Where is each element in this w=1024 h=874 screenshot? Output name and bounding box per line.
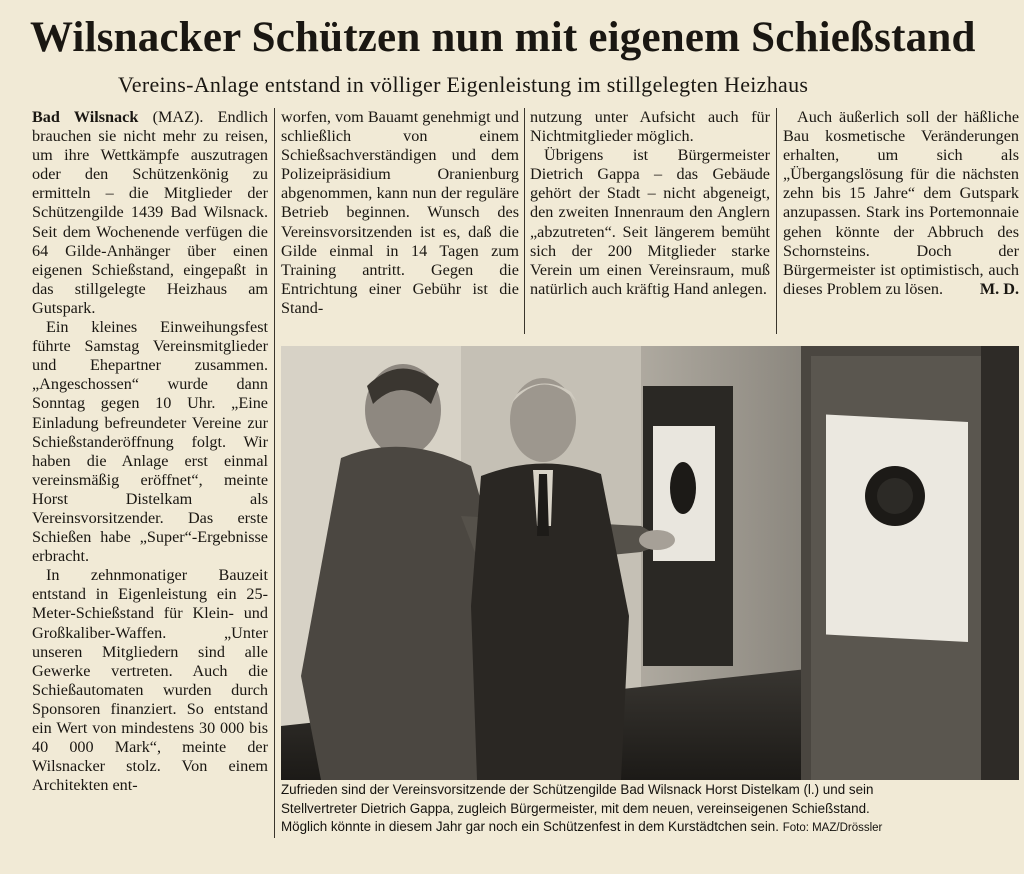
paragraph-1 [32, 108, 268, 318]
paragraph-3: In zehnmonatiger Bauzeit entstand in Eigenleistung ein 25-Meter-Schießstand für Klein- und Großkaliber-Waffen. „Unter unseren Mitgliedern sind alle Gewerke vertreten. Auch die Schießautomaten wurden durch Sponsoren finanziert. So entstand ein Wert von mindestens 30 000 bis 40 000 Mark“, meinte der Wilsnacker stolz. Von einem Architekten ent- [32, 566, 268, 795]
target-board-2 [801, 346, 1019, 780]
headline: Wilsnacker Schützen nun mit eigenem Schießstand [30, 14, 976, 61]
paragraph-7 [783, 108, 1019, 299]
subheadline: Vereins-Anlage entstand in völliger Eigenleistung im stillgelegten Heizhaus [118, 72, 809, 97]
dateline: Bad Wilsnack [32, 108, 139, 126]
caption-line-3 [281, 818, 1021, 838]
target-board-1 [643, 386, 733, 666]
paragraph-7-text: Auch äußerlich soll der häßliche Bau kosmetische Veränderungen erhalten, um sich als „Übergangslösung für die nächsten zehn bis 15 Jahre“ dem Gutspark anzupassen. Stark ins Portemonnaie gehen könnte der Abbruch des Schornsteins. Doch der Bürgermeister ist optimistisch, auch dieses Problem zu lösen. [783, 108, 1019, 298]
paragraph-1-text: (MAZ). Endlich brauchen sie nicht mehr zu reisen, um ihre Wettkämpfe auszutragen oder den Schützenkönig zu ermitteln – die Mitglieder der Schützengilde 1439 Bad Wilsnack. Seit dem Wochenende verfügen die 64 Gilde-Anhänger über einen eigenen Schießstand, eingepaßt in das stillgelegte Heizhaus am Gutspark. [32, 108, 268, 317]
article-column-2 [281, 108, 519, 338]
paragraph-5: nutzung unter Aufsicht auch für Nichtmitglieder möglich. [530, 108, 770, 146]
photo-illustration [281, 346, 1019, 780]
column-rule-1 [274, 108, 275, 838]
article-column-1 [32, 108, 268, 838]
news-photo [281, 346, 1019, 780]
paragraph-2: Ein kleines Einweihungsfest führte Samstag Vereinsmitglieder und Ehepartner zusammen. „Angeschossen“ wurde dann Sonntag gegen 10 Uhr. „Eine Einladung befreundeter Vereine zur Schießstanderöffnung folgt. Wir haben die Anlage erst einmal vereinsmäßig eröffnet“, meinte Horst Distelkam als Vereinsvorsitzender. Das erste Schießen habe „Super“-Ergebnisse erbracht. [32, 318, 268, 566]
paragraph-6: Übrigens ist Bürgermeister Dietrich Gappa – das Gebäude gehört der Stadt – nicht abgeneigt, den zweiten Innenraum den Anglern „abzutreten“. Seit längerem bemüht sich der 200 Mitglieder starke Verein um einen Vereinsraum, muß natürlich auch kräftig Hand anlegen. [530, 146, 770, 298]
caption-line-3-text: Möglich könnte in diesem Jahr gar noch ein Schützenfest in dem Kurstädtchen sein. [281, 819, 779, 835]
column-rule-3 [776, 108, 777, 334]
article-column-3 [530, 108, 770, 338]
article-column-4 [783, 108, 1019, 338]
caption-line-2: Stellvertreter Dietrich Gappa, zugleich Bürgermeister, mit dem neuen, vereinseigenen Schießstand. [281, 800, 870, 816]
author-signature: M. D. [979, 279, 1019, 298]
paragraph-4: worfen, vom Bauamt genehmigt und schließlich von einem Schießsachverständigen und dem Polizeipräsidium Oranienburg abgenommen, kann nun der reguläre Betrieb beginnen. Wunsch des Vereinsvorsitzenden ist es, daß die Gilde einmal in 14 Tagen zum Training antritt. Gegen die Entrichtung einer Gebühr ist die Stand- [281, 108, 519, 317]
column-rule-2 [524, 108, 525, 334]
caption-line-1: Zufrieden sind der Vereinsvorsitzende der Schützengilde Bad Wilsnack Horst Distelkam (l.) und sein [281, 782, 874, 797]
photo-caption [281, 781, 1021, 838]
photo-credit: Foto: MAZ/Drössler [782, 822, 883, 835]
